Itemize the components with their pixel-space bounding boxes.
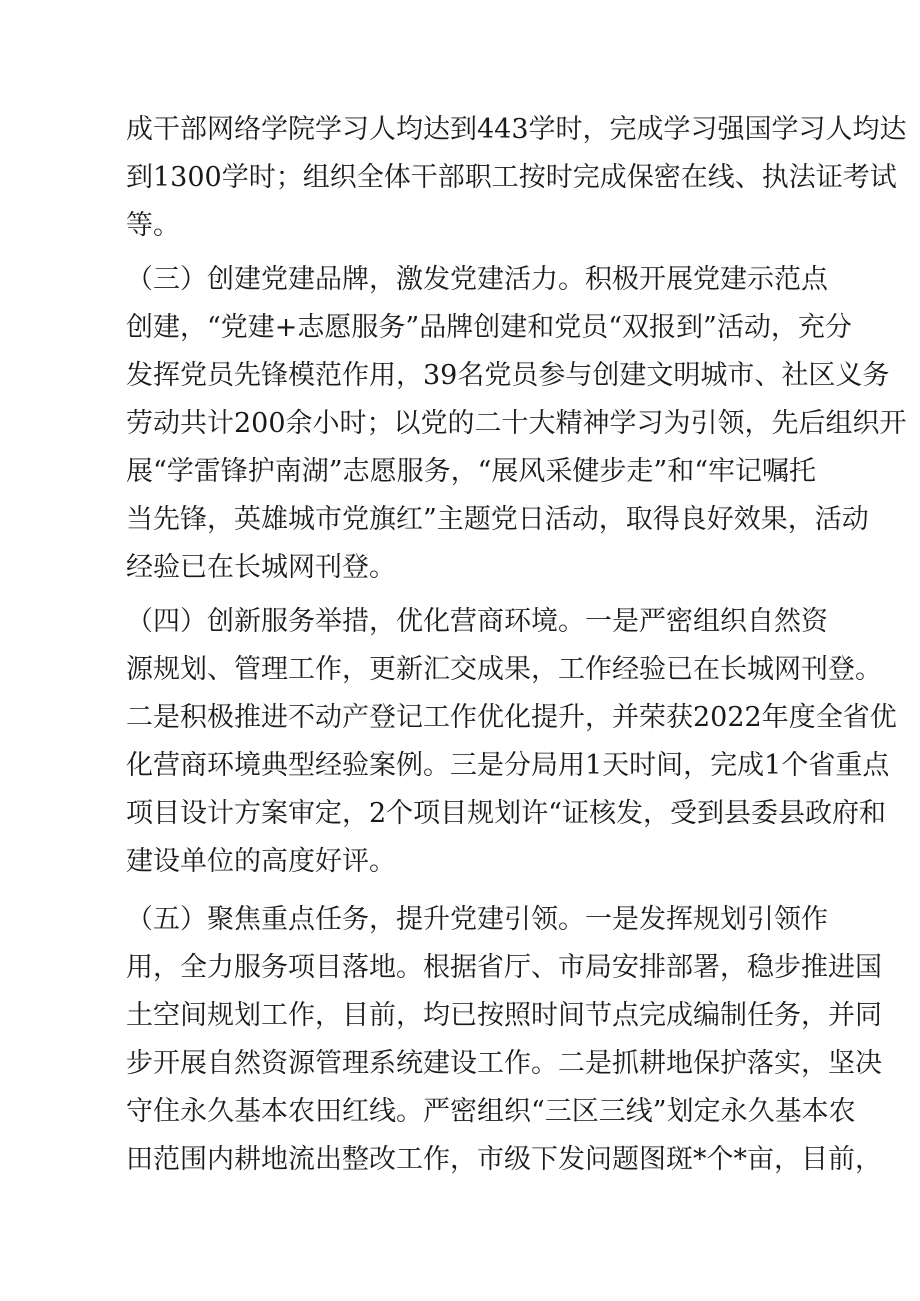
text-line: （四）创新服务举措，优化营商环境。一是严密组织自然资 <box>126 606 828 637</box>
paragraph-business-environment <box>126 598 897 886</box>
text-line: （三）创建党建品牌，激发党建活力。积极开展党建示范点 <box>126 264 828 295</box>
text-line: 守住永久基本农田红线。严密组织“三区三线”划定永久基本农 <box>126 1096 856 1127</box>
text-line: 建设单位的高度好评。 <box>126 846 396 877</box>
text-line: 经验已在长城网刊登。 <box>126 552 396 583</box>
text-line: 展“学雷锋护南湖”志愿服务，“展风采健步走”和“牢记嘱托 <box>126 456 817 487</box>
text-line: 土空间规划工作，目前，均已按照时间节点完成编制任务，并同 <box>126 1000 882 1031</box>
text-line: 源规划、管理工作，更新汇交成果，工作经验已在长城网刊登。 <box>126 654 882 685</box>
text-line: 成干部网络学院学习人均达到443学时，完成学习强国学习人均达 <box>126 114 907 145</box>
text-line: 用，全力服务项目落地。根据省厅、市局安排部署，稳步推进国 <box>126 952 882 983</box>
text-line: 步开展自然资源管理系统建设工作。二是抓耕地保护落实，坚决 <box>126 1048 882 1079</box>
text-line: 化营商环境典型经验案例。三是分局用1天时间，完成1个省重点 <box>126 750 890 781</box>
text-line: 等。 <box>126 210 180 241</box>
text-line: 创建，“党建+志愿服务”品牌创建和党员“双报到”活动，充分 <box>126 312 852 343</box>
paragraph-party-brand <box>126 256 907 592</box>
paragraph-key-tasks <box>126 896 882 1184</box>
text-line: 田范围内耕地流出整改工作，市级下发问题图斑*个*亩，目前， <box>126 1144 882 1175</box>
text-line: 劳动共计200余小时；以党的二十大精神学习为引领，先后组织开 <box>126 408 907 439</box>
paragraph-study-hours <box>126 106 907 250</box>
text-line: 二是积极推进不动产登记工作优化提升，并荣获2022年度全省优 <box>126 702 897 733</box>
text-line: 当先锋，英雄城市党旗红”主题党日活动，取得良好效果，活动 <box>126 504 869 535</box>
text-line: 项目设计方案审定，2个项目规划许“证核发，受到县委县政府和 <box>126 798 886 829</box>
text-line: （五）聚焦重点任务，提升党建引领。一是发挥规划引领作 <box>126 904 828 935</box>
text-line: 发挥党员先锋模范作用，39名党员参与创建文明城市、社区义务 <box>126 360 890 391</box>
text-line: 到1300学时；组织全体干部职工按时完成保密在线、执法证考试 <box>126 162 897 193</box>
